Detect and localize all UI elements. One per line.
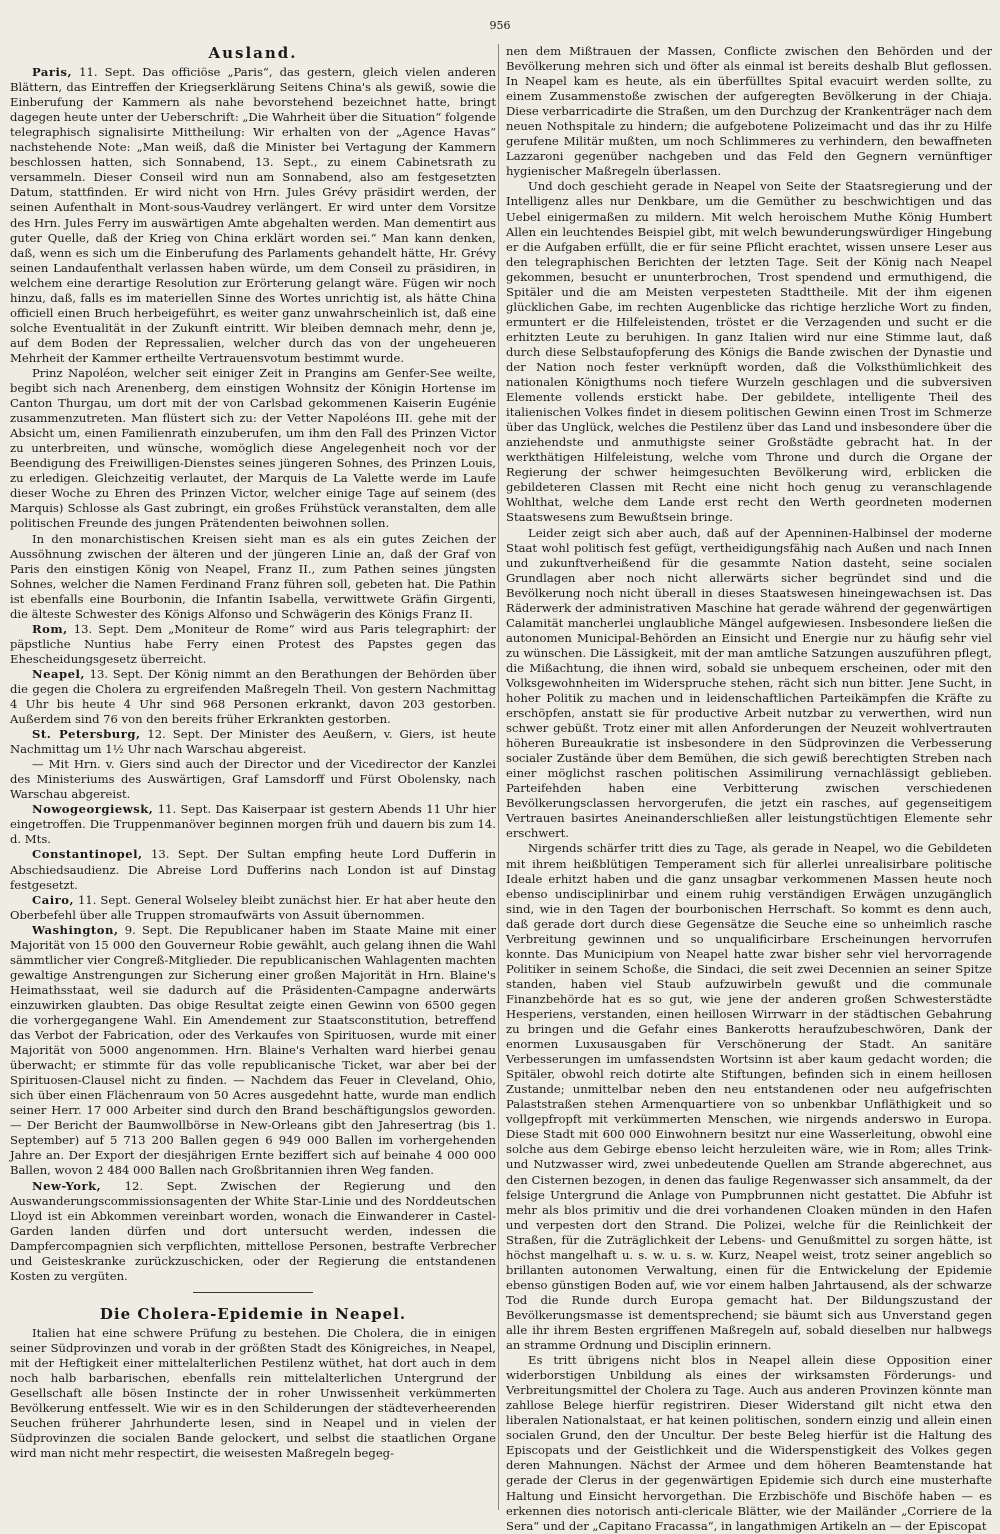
dispatch-place: Neapel, <box>32 666 85 681</box>
dispatch-place: Nowogeorgiewsk, <box>32 802 154 817</box>
dispatch-place: Cairo, <box>32 892 75 907</box>
dispatch-paragraph <box>10 847 496 892</box>
cholera-paragraph: Leider zeigt sich aber auch, daß auf der Apenninen-Halbinsel der moderne Staat wohl politisch fest gefügt, vertheidigungsfähig nach Außen und nach Innen und zukunftverheißend für die gesammte Nation dasteht, seine socialen Grundlagen aber noch nicht allerwärts sicher begründet sind und die Bevölkerung noch nicht überall in dieses Staatswesen hineingewachsen ist. Das Räderwerk der administrativen Maschine hat gerade während der gegenwärtigen Calamität mancherlei unglaubliche Mängel aufgewiesen. Insbesondere ließen die autonomen Municipal-Behörden an Einsicht und Energie nur zu häufig sehr viel zu wünschen. Die Lässigkeit, mit der man amtliche Satzungen auszuführen pflegt, die Mißachtung, die ihnen wird, sobald sie unbequem erscheinen, oder mit den Volksgewohnheiten im Widerspruche stehen, rächt sich nun bitter. Jene Sucht, in hoher Politik zu machen und in leidenschaftlichen Parteikämpfen die Kräfte zu erschöpfen, anstatt sie für productive Arbeit nutzbar zu verwerthen, wird nun schwer gebüßt. Trotz einer mit allen Anforderungen der Neuzeit wohlvertrauten höheren Bureaukratie ist insbesondere in den Südprovinzen die Verbesserung socialer Zustände über dem Bemühen, die sich gewiß berechtigten Streben nach einer möglichst raschen politischen Assimilirung vernachlässigt geblieben. Parteifehden haben eine Verbitterung zwischen verschiedenen Bevölkerungsclassen hervorgerufen, die jetzt ein rasches, auf gegenseitigem Vertrauen basirtes Aneinanderschließen aller leistungstüchtigen Elemente sehr erschwert. <box>506 525 992 841</box>
dispatch-paragraph <box>10 923 496 1179</box>
dispatch-text: 9. Sept. Die Republicaner haben im Staate Maine mit einer Majorität von 15 000 den Gouverneur Robie gewählt, auch gelang ihnen die Wahl sämmtlicher vier Congreß-Mitglieder. Die republicanischen Wahlagenten machten gewaltige Anstrengungen zur Sicherung einer großen Majorität in Hrn. Blaine's Heimathsstaat, weil sie dadurch auf die Präsidenten-Campagne anderwärts einzuwirken glaubten. Das obige Resultat zeigte einen Gewinn von 6500 gegen die vorhergegangene Wahl. Ein Amendement zur Staatsconstitution, betreffend das Verbot der Fabrication, oder des Verkaufes von Spirituosen, wurde mit einer Majorität von 5000 angenommen. Hrn. Blaine's Verhalten ward hierbei genau überwacht; er stimmte für das volle republicanische Ticket, war aber bei der Spirituosen-Clausel nicht zu finden. — Nachdem das Feuer in Cleveland, Ohio, sich über einen Flächenraum von 50 Acres ausgedehnt hatte, wurde man endlich seiner Herr. 17 000 Arbeiter sind durch den Brand beschäftigungslos geworden. — Der Bericht der Baumwollbörse in New-Orleans gibt den Jahresertrag (bis 1. September) auf 5 713 200 Ballen gegen 6 949 000 Ballen im vorhergehenden Jahre an. Der Export der diesjährigen Ernte beziffert sich auf beinahe 4 000 000 Ballen, wovon 2 484 000 Ballen nach Großbritannien ihren Weg fanden. <box>10 922 496 1178</box>
dispatch-paragraph <box>10 622 496 667</box>
cholera-paragraph: Nirgends schärfer tritt dies zu Tage, als gerade in Neapel, wo die Gebildeten mit ihrem heißblütigen Temperament sich für allerlei unrealisirbare politische Ideale erhitzt haben und die ganz unsagbar verkommenen Massen heute noch ebenso undisciplinirbar und einem ruhig verständigen Erwägen unzugänglich sind, wie in den Tagen der bourbonischen Herrschaft. So kommt es denn auch, daß gerade dort durch diese Gegensätze die Seuche eine so unheimlich rasche Verbreitung gewinnen und so unqualificirbare Erscheinungen hervorrufen konnte. Das Municipium von Neapel hatte zwar bisher sehr viel hervorragende Politiker in seinem Schoße, die Sindaci, die seit zwei Decennien an seiner Spitze standen, haben viel Staub aufzuwirbeln gewußt und die communale Finanzbehörde hat es so gut, wie jene der anderen großen Schwesterstädte Hesperiens, verstanden, einen heillosen Wirrwarr in der städtischen Gebahrung zu bringen und die Gefahr eines Bankerotts heraufzubeschwören, Dank der enormen Luxusausgaben für Verschönerung der Stadt. An sanitäre Verbesserungen im umfassendsten Wortsinn ist aber kaum gedacht worden; die Spitäler, obwohl reich dotirte alte Stiftungen, befinden sich in einem heillosen Zustande; unmittelbar neben den neu entstandenen oder neu aufgefrischten Palaststraßen stehen Armenquartiere von so unbenkbar Unfläthigkeit und so vollgepfropft mit verkümmerten Menschen, wie nirgends anderswo in Europa. Diese Stadt mit 600 000 Einwohnern besitzt nur eine Wasserleitung, obwohl eine solche aus dem Gebirge ebenso leicht herzuleiten wäre, wie in Rom; alles Trink- und Nutzwasser wird, zwei unbedeutende Quellen am Strande abgerechnet, aus den Cisternen bezogen, in denen das faulige Regenwasser sich ansammelt, da der felsige Untergrund die Anlage von Pumpbrunnen nicht gestattet. Die Abfuhr ist mehr als blos primitiv und die drei vorhandenen Cloaken münden in den Hafen und verpesten dort den Strand. Die Polizei, welche für die Reinlichkeit der Straßen, für die Zuträglichkeit der Lebens- und Genußmittel zu sorgen hätte, ist höchst mangelhaft u. s. w. u. s. w. Kurz, Neapel weist, trotz seiner angeblich so brillanten autonomen Verwaltung, einen für die Entwickelung der Epidemie ebenso günstigen Boden auf, wie vor einem halben Jahrtausend, als der schwarze Tod die Runde durch Europa gemacht hat. Der Bildungszustand der Bevölkerungsmasse ist dementsprechend; sie bäumt sich aus Unverstand gegen alle ihr ihrem Besten ergriffenen Maßregeln auf, sobald dieselben nur halbwegs an stramme Ordnung und Disciplin erinnern. <box>506 841 992 1353</box>
dispatch-paragraph <box>10 802 496 847</box>
dispatch-text: 12. Sept. Zwischen der Regierung und den Auswanderungscommissionsagenten der White Star-Linie und des Norddeutschen Lloyd ist ein Abkommen vereinbart worden, wonach die Einwanderer in Castel-Garden landen dürfen und dort untersucht werden, indessen die Dampfercompagnien sich verpflichten, mittellose Personen, bestrafte Verbrecher und Geisteskranke zurückzuschicken, oder der Regierung die entstandenen Kosten zu vergüten. <box>10 1178 496 1283</box>
dispatch-paragraph <box>10 366 496 532</box>
dispatch-paragraph <box>10 667 496 727</box>
dispatch-text: 12. Sept. Der Minister des Aeußern, v. Giers, ist heute Nachmittag um 1½ Uhr nach Warschau abgereist. <box>10 727 496 757</box>
dispatch-paragraph <box>10 65 496 366</box>
cholera-article-right <box>506 44 992 1534</box>
dispatch-place: Constantinopel, <box>32 847 143 862</box>
dispatch-text: Prinz Napoléon, welcher seit einiger Zeit in Prangins am Genfer-See weilte, begibt sich nach Arenenberg, dem einstigen Wohnsitz der Königin Hortense im Canton Thurgau, um dort mit der von Carlsbad gekommenen Kaiserin Eugénie zusammenzutreten. Man flüstert sich zu: der Vetter Napoléons III. gehe mit der Absicht um, einen Familienrath einzuberufen, um ihm den Fall des Prinzen Victor zu unterbreiten, und wünsche, womöglich diese Angelegenheit noch vor der Beendigung des Freiwilligen-Dienstes seines jüngeren Sohnes, des Prinzen Louis, zu erledigen. Gleichzeitig verlautet, der Marquis de La Valette werde im Laufe dieser Woche zu Ehren des Prinzen Victor, welcher einige Tage auf seinem (des Marquis) Schlosse als Gast zubringt, ein großes Frühstück veranstalten, dem alle politischen Freunde des jungen Prätendenten beiwohnen sollen. <box>10 365 496 531</box>
dispatch-list <box>10 65 496 1284</box>
page-number: 956 <box>489 19 511 32</box>
dispatch-text: — Mit Hrn. v. Giers sind auch der Director und der Vicedirector der Kanzlei des Ministeriums des Auswärtigen, Graf Lamsdorff und Fürst Obolensky, nach Warschau abgereist. <box>10 757 496 802</box>
dispatch-place: Paris, <box>32 65 72 80</box>
dispatch-paragraph <box>10 893 496 923</box>
dispatch-text: 11. Sept. Das Kaiserpaar ist gestern Abends 11 Uhr hier eingetroffen. Die Truppenmanöver beginnen morgen früh und dauern bis zum 14. d. Mts. <box>10 802 497 847</box>
dispatch-place: Washington, <box>32 922 119 937</box>
cholera-paragraph: nen dem Mißtrauen der Massen, Conflicte zwischen den Behörden und der Bevölkerung mehren sich und öfter als einmal ist bereits deshalb Blut geflossen. In Neapel kam es heute, als ein überfülltes Spital evacuirt werden sollte, zu einem Zusammenstoße zwischen der aufgeregten Bevölkerung in der Chiaja. Diese verbarricadirte die Straßen, um den Durchzug der Krankenträger nach dem neuen Nothspitale zu hindern; die aufgebotene Polizeimacht und das ihr zu Hilfe gerufene Militär mußten, um noch Schlimmeres zu verhindern, den bewaffneten Lazzaroni gegenüber nachgeben und das Feld den Gegnern vernünftiger hygienischer Maßregeln überlassen. <box>506 44 992 179</box>
article-separator <box>193 1292 313 1293</box>
article-heading-cholera: Die Cholera-Epidemie in Neapel. <box>99 1304 407 1323</box>
cholera-paragraph: Es tritt übrigens nicht blos in Neapel allein diese Opposition einer widerborstigen Unbildung als eines der wirksamsten Förderungs- und Verbreitungsmittel der Cholera zu Tage. Auch aus anderen Provinzen könnte man zahllose Belege hierfür registriren. Dieser Widerstand gilt nicht etwa den liberalen Nationalstaat, er hat keinen politischen, sondern einzig und allein einen socialen Grund, den der Uncultur. Der beste Beleg hierfür ist die Haltung des Episcopats und der Geistlichkeit und die Widerspenstigkeit des Volkes gegen deren Mahnungen. Nächst der Armee und dem höheren Beamtenstande hat gerade der Clerus in der gegenwärtigen Epidemie sich durch eine musterhafte Haltung und Einsicht hervorgethan. Die Erzbischöfe und Bischöfe haben — es erkennen dies notorisch anti-clericale Blätter, wie der Mailänder „Corriere de la Sera“ und der „Capitano Fracassa“, in langathmigen Artikeln an — der Episcopat <box>506 1353 992 1533</box>
dispatch-text: 11. Sept. General Wolseley bleibt zunächst hier. Er hat aber heute den Oberbefehl über alle Truppen stromaufwärts von Assuit übernommen. <box>10 892 497 922</box>
dispatch-paragraph <box>10 1179 496 1284</box>
dispatch-paragraph <box>10 727 496 757</box>
dispatch-place: Rom, <box>32 621 68 636</box>
dispatch-place: St. Petersburg, <box>32 727 141 742</box>
cholera-paragraph: Italien hat eine schwere Prüfung zu bestehen. Die Cholera, die in einigen seiner Südprovinzen und vorab in der größten Stadt des Königreiches, in Neapel, mit der Heftigkeit einer mittelalterlichen Pestilenz wüthet, hat dort auch in dem noch halb barbarischen, ebenfalls rein mittelalterlichen Untergrund der Gesellschaft alle bösen Instincte der in roher Unwissenheit verkümmerten Bevölkerung entfesselt. Wie wir es in den Schilderungen der städteverheerenden Seuchen früherer Jahrhunderte lesen, sind in Neapel und in vielen der Südprovinzen die socialen Bande gelockert, und selbst die staatlichen Organe wird man nicht mehr respectirt, die weisesten Maßregeln begeg- <box>10 1325 496 1461</box>
cholera-paragraph: Und doch geschieht gerade in Neapel von Seite der Staatsregierung und der Intelligenz alles nur Denkbare, um die Gemüther zu beschwichtigen und das Uebel einigermaßen zu mildern. Mit welch heroischem Muthe König Humbert Allen ein leuchtendes Beispiel gibt, mit welch bewunderungswürdiger Hingebung er die Aufgaben erfüllt, die er für seine Pflicht erachtet, wissen unsere Leser aus den telegraphischen Berichten der letzten Tage. Seit der König nach Neapel gekommen, besucht er ununterbrochen, Trost spendend und ermuthigend, die Spitäler und die am Meisten verpesteten Stadttheile. Mit der ihm eigenen glücklichen Gabe, im rechten Augenblicke das richtige herzliche Wort zu finden, ermuntert er die Hilfeleistenden, tröstet er die Verzagenden und sucht er die erhitzten Leute zu beruhigen. In ganz Italien wird nur eine Stimme laut, daß durch diese Selbstaufopferung des Königs die Bande zwischen der Dynastie und der Nation noch fester verknüpft worden, daß die Volksthümlichkeit des nationalen Königthums noch tiefere Wurzeln geschlagen und die subversiven Elemente vollends erstickt habe. Der gebildete, intelligente Theil des italienischen Volkes findet in diesem politischen Gewinn einen Trost im Schmerze über das Unglück, welches die Pestilenz über das Land und insbesondere über die anziehendste und anmuthigste seiner Großstädte gebracht hat. In der werkthätigen Hilfeleistung, welche vom Throne und durch die Organe der Regierung der schwer heimgesuchten Bevölkerung wird, erblicken die gebildeteren Classen mit Recht eine nicht hoch genug zu veranschlagende Wohlthat, welche dem Lande erst recht den Werth geordneten modernen Staatswesens zum Bewußtsein bringe. <box>506 179 992 525</box>
dispatch-text: 13. Sept. Dem „Moniteur de Rome“ wird aus Paris telegraphirt: der päpstliche Nuntius habe Ferry einen Protest des Papstes gegen das Ehescheidungsgesetz überreicht. <box>10 621 496 666</box>
dispatch-text: In den monarchistischen Kreisen sieht man es als ein gutes Zeichen der Aussöhnung zwischen der älteren und der jüngeren Linie an, daß der Graf von Paris den einstigen König von Neapel, Franz II., zum Pathen seines jüngsten Sohnes, welcher die Namen Ferdinand Franz führen soll, gebeten hat. Die Pathin ist ebenfalls eine Bourbonin, die Infantin Isabella, verwittwete Gräfin Girgenti, die älteste Schwester des Königs Alfonso und Schwägerin des Königs Franz II. <box>10 531 496 621</box>
dispatch-place: New-York, <box>32 1178 102 1193</box>
dispatch-paragraph <box>10 757 496 802</box>
dispatch-text: 11. Sept. Das officiöse „Paris“, das gestern, gleich vielen anderen Blättern, das Eintreffen der Kriegserklärung Seitens China's als gewiß, sowie die Einberufung der Kammern als nahe bevorstehend bezeichnet hatte, bringt dagegen heute unter der Ueberschrift: „Die Wahrheit über die Situation“ folgende telegraphisch signalisirte Mittheilung: Wir erhalten von der „Agence Havas“ nachstehende Note: „Man weiß, daß die Minister bei Vertagung der Kammern beschlossen hatten, sich Sonnabend, 13. Sept., zu einem Cabinetsrath zu versammeln. Dieser Conseil wird nun am Sonnabend, also am festgesetzten Datum, stattfinden. Er wird nicht von Hrn. Jules Grévy präsidirt werden, der seinen Aufenthalt in Mont-sous-Vaudrey verlängert. Er wird unter dem Vorsitze des Hrn. Jules Ferry im auswärtigen Amte abgehalten werden. Man dementirt aus guter Quelle, daß der Krieg von China erklärt worden sei.“ Man kann denken, daß, wenn es sich um die Einberufung des Parlaments gehandelt hätte, Hr. Grévy seinen Landaufenthalt verlassen haben würde, um dem Conseil zu präsidiren, in welchem eine derartige Resolution zur Erörterung gelangt wäre. Fügen wir noch hinzu, daß, falls es im materiellen Sinne des Wortes unrichtig ist, als hätte China officiell einen Bruch herbeigeführt, es weiter ganz unwahrscheinlich ist, daß eine solche Eventualität in der Zukunft eintritt. Wir bleiben demnach mehr, denn je, auf dem Boden der Repressalien, welcher durch das von der ungeheueren Mehrheit der Kammer ertheilte Vertrauensvotum bestimmt wurde. <box>10 65 497 365</box>
left-column <box>10 46 496 1508</box>
dispatch-paragraph <box>10 532 496 622</box>
section-heading-ausland: Ausland. <box>208 44 298 62</box>
right-column <box>506 44 992 1533</box>
column-rule <box>498 44 499 1510</box>
cholera-article-left <box>10 1326 496 1461</box>
dispatch-text: 13. Sept. Der König nimmt an den Berathungen der Behörden über die gegen die Cholera zu ergreifenden Maßregeln Theil. Von gestern Nachmittag 4 Uhr bis heute 4 Uhr sind 968 Personen erkrankt, davon 203 gestorben. Außerdem sind 76 von den bereits früher Erkrankten gestorben. <box>10 666 496 727</box>
dispatch-text: 13. Sept. Der Sultan empfing heute Lord Dufferin in Abschiedsaudienz. Die Abreise Lord Dufferins nach London ist auf Dinstag festgesetzt. <box>10 847 497 892</box>
